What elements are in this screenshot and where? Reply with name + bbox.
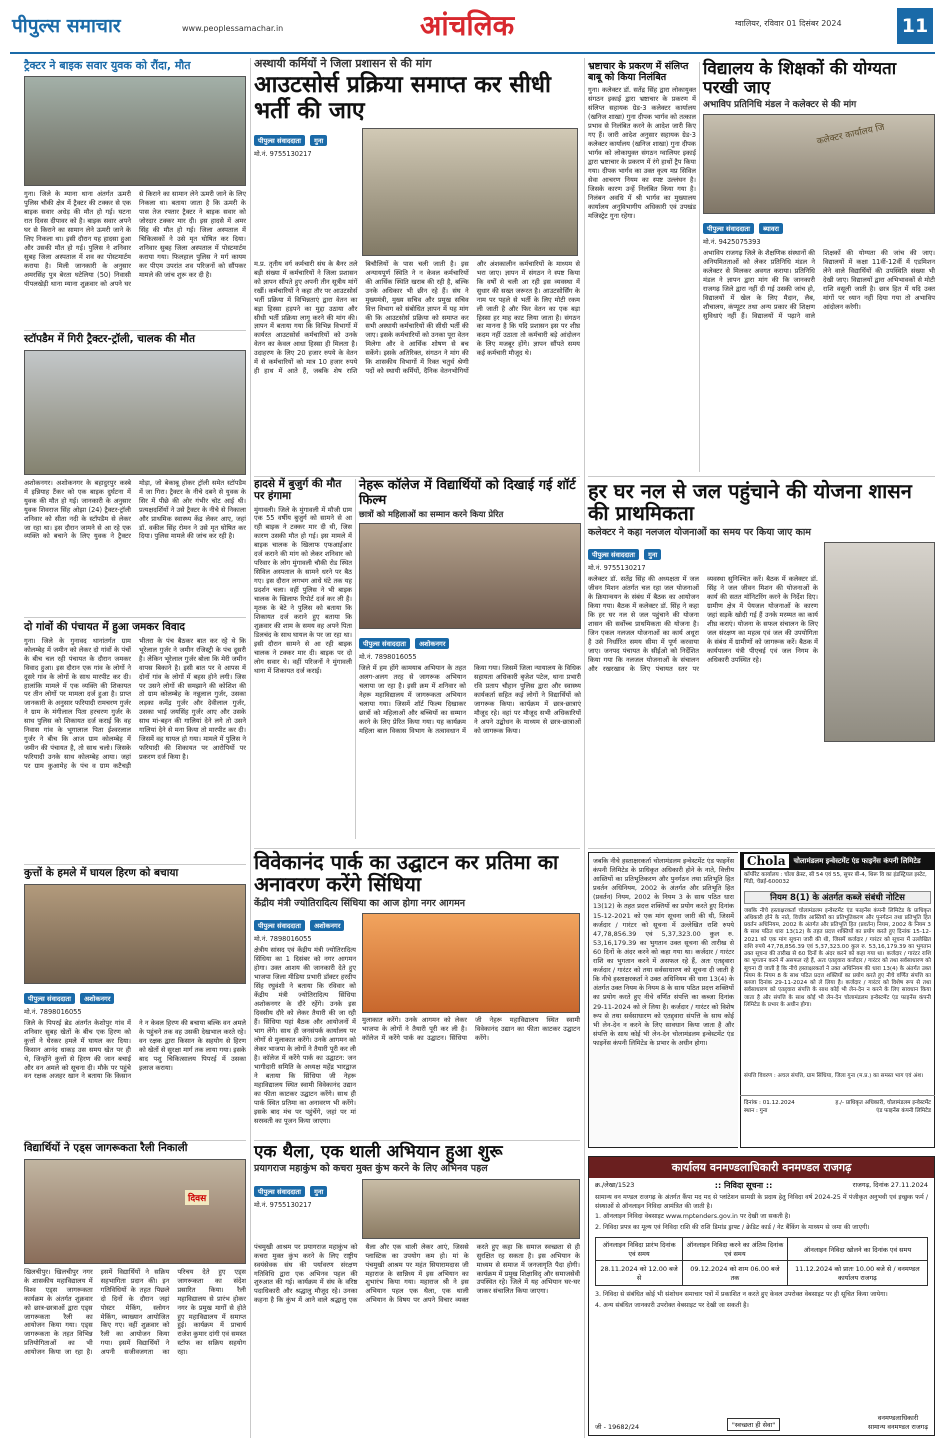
story-body: कलेक्टर डॉ. सतेंद्र सिंह की अध्यक्षता में जल जीवन मिशन अंतर्गत चल रहा जल योजनाओं के क्रियान्वयन के संबंध में बैठक का आयोजन किया गया। बैठक में कलेक्टर डॉ. सिंह ने कहा कि हर घर नल से जल पहुंचाने की योजना शासन की सर्वोच्च प्राथमिकता की योजना है। जिन एकल नलजल योजनाओं का कार्य अधूरा है उसे निर्धारित समय सीमा में पूर्ण करवाया जाए। जनपद पंचायत के सीईओ को निर्देशित किया गया कि नलजल योजनाओं के संचालन और रखरखाव के लिए पंचायत स्तर पर व्यवस्था सुनिश्चित करें। बैठक में कलेक्टर डॉ. सिंह ने जल जीवन मिशन की योजनाओं के कार्य की सतत मॉनिटरिंग करने के निर्देश दिए। ग्रामीण क्षेत्र में पेयजल योजनाओं के कारण जहां सड़कें खोदी गई हैं उनके मरम्मत का कार्य शीघ्र कराएं। योजना के सफल संचालन के लिए जल संरक्षण का महत्व एवं जल की उपयोगिता के संबंध में ग्रामीणों को जागरूक करें। बैठक में कार्यपालन यंत्री पीएचई एवं जल निगम के अधिकारी उपस्थित रहे। [588, 575, 818, 673]
page-number: 11 [897, 8, 933, 44]
story-tractor-bike [24, 60, 246, 325]
byline: पीपुल्स संवाददाता [24, 993, 75, 1004]
forest-point-2: 2. निविदा प्रपत्र का मूल्य एवं निविदा राशि की राशि डिमांड ड्राफ्ट / क्रेडिट कार्ड / नेट बैंकिंग के माध्यम से जमा की जाएगी। [595, 1223, 870, 1231]
masthead [0, 0, 945, 52]
news-photo [24, 884, 246, 984]
chola-notice-frame [588, 852, 738, 1148]
forest-point-1: 1. ऑनलाइन निविदा वेबसाइट www.mptenders.gov.in पर देखी जा सकती है। [595, 1213, 791, 1221]
reporter-mobile: मो.नं. 9755130217 [588, 564, 646, 573]
headline: ट्रैक्टर ने बाइक सवार युवक को रौंदा, मौत [24, 59, 191, 72]
byline-city: अशोकनगर [415, 638, 449, 649]
headline: कुत्तों के हमले में घायल हिरण को बचाया [24, 867, 179, 879]
forest-footer-code: जी - 19682/24 [595, 1423, 640, 1431]
byline-city: अशोकनगर [80, 993, 114, 1004]
forest-point-3: 3. निविदा से संबंधित कोई भी संशोधन समाचार पत्रों में प्रकाशित न करते हुए केवल उपरोक्त वेबसाइट पर ही सूचित किया जायेगा। [595, 1291, 888, 1299]
news-photo [24, 350, 246, 475]
kicker: कलेक्टर ने कहा नलजल योजनाओं का समय पर किया जाए काम [588, 526, 811, 538]
byline: पीपुल्स संवाददाता [359, 638, 410, 649]
forest-tender-notice [588, 1156, 935, 1436]
kicker: अस्थायी कर्मियों ने जिला प्रशासन से की मांग [254, 57, 432, 70]
story-body: क्षेत्रीय सांसद एवं केंद्रीय मंत्री ज्योतिरादित्य सिंधिया का 1 दिसंबर को नगर आगमन होगा। उक्त आशय की जानकारी देते हुए भाजपा जिला मीडिया प्रभारी डॉक्टर हरदीप सिंह रघुवंशी ने बताया कि रविवार को केंद्रीय मंत्री ज्योतिरादित्य सिंधिया अशोकनगर के दौरे रहेंगे। उनके इस दिवसीय दौरे को लेकर तैयारी की जा रही हैं। सिंधिया यहां बैठक और आयोजनों में भाग लेंगे। साथ ही जनसंपर्क कार्यालय पर लोगों से मुलाकात करेंगे। उनके आगमन को लेकर भाजपा के लोगों ने तैयारी पूरी कर ली है। कॉलेज में करेंगे पार्क का उद्घाटन: जन भागीदारी समिति के अध्यक्ष महेंद्र भारद्वाज ने बताया कि सिंधिया जी नेहरू महाविद्यालय स्थित स्वामी विवेकानंद उद्यान का फीता काटकर उद्घाटन करेंगे। साथ ही पार्क स्थित प्रतिमा का अनावरण भी करेंगे। इसके बाद मंच पर पहुंचेंगे, जहां पर मां सरस्वती का पूजन किया जाएगा। [254, 946, 356, 1125]
news-photo [362, 128, 578, 256]
forest-intro: सामान्य वन मण्डल राजगढ़ के अंतर्गत कैंपा मद मद से प्लांटेशन सामग्री के प्रदाय हेतु निविदा वर्ष 2024-25 में पंजीकृत अनुभवी एवं इच्छुक फर्म / संस्थाओं से ऑनलाइन निविदा आमंत्रित की जाती है। [595, 1194, 928, 1210]
story-teachers [703, 60, 935, 472]
news-photo [362, 1179, 580, 1239]
table-cell: 11.12.2024 को प्रातः 10.00 बजे से / वनमण्डल कार्यालय राजगढ़ [787, 1261, 927, 1286]
masthead-rule [10, 52, 935, 54]
section-title: आंचलिक [420, 9, 515, 42]
chola-property-details: संपत्ति विवरण : अचल संपत्ति, ग्राम सिंधिया, जिला गुना (म.प्र.) का समस्त भाग एवं अंश। [744, 1072, 924, 1079]
byline: पीपुल्स संवाददाता [254, 920, 305, 931]
forest-date: राजगढ़, दिनांक 27.11.2024 [852, 1181, 928, 1189]
byline-city: अशोकनगर [310, 920, 344, 931]
news-photo [362, 913, 580, 1013]
news-photo [359, 523, 581, 629]
chola-notice-body: जबकि नीचे हस्ताक्षरकर्ता चोलामंडलम इन्वेस्टमेंट एंड फाइनेंस कंपनी लिमिटेड के प्राधिकृत अधिकारी होने के नाते, वित्तीय आस्तियों का प्रतिभूतिकरण और पुनर्गठन तथा प्रतिभूति हित प्रवर्तन अधिनियम, 2002 के अंतर्गत और प्रतिभूति हित (प्रवर्तन) नियम, 2002 के नियम 3 के साथ पठित धारा 13(12) के तहत प्रदत्त शक्तियों का प्रयोग करते हुए दिनांक 15-12-2021 को एक मांग सूचना जारी की थी, जिसमें कर्जदार / गारंटर को सूचना में उल्लेखित राशि रुपये 47,78,856.39 एवं 5,37,323.00 कुल रु. 53,16,179.39 का भुगतान उक्त सूचना की तारीख से 60 दिनों के अंदर करने को कहा गया था। कर्जदार / गारंटर राशि का भुगतान करने में असफल रहे हैं, अतः एतद्द्वारा कर्जदार / गारंटर को तथा सर्वसाधारण को सूचना दी जाती है कि नीचे हस्ताक्षरकर्ता ने उक्त अधिनियम की धारा 13(4) के अंतर्गत उक्त नियम के नियम 8 के साथ पठित प्रदत्त शक्तियों का प्रयोग करते हुए नीचे वर्णित संपत्ति का कब्जा दिनांक 29-11-2024 को ले लिया है। कर्जदार / गारंटर को विशेष रूप से तथा सर्वसाधारण को एतद्द्वारा संपत्ति के साथ कोई भी लेन-देन न करने के लिए सावधान किया जाता है और संपत्ति के साथ कोई भी लेन-देन चोलामंडलम इन्वेस्टमेंट एंड फाइनेंस कंपनी लिमिटेड के प्रभार के अधीन होगा। [744, 907, 931, 1008]
table-cell: 28.11.2024 को 12.00 बजे से [596, 1261, 683, 1286]
kicker: अभाविप प्रतिनिधि मंडल ने कलेक्टर से की मांग [703, 100, 857, 111]
story-ek-thaila [254, 1143, 580, 1433]
byline: पीपुल्स संवाददाता [588, 549, 639, 560]
reporter-mobile: मो.नं. 7898016055 [254, 935, 312, 944]
chola-signature: ह./- प्राधिकृत अधिकारी, चोलामंडलम इन्वेस्टमेंट एंड फाइनेंस कंपनी लिमिटेड [835, 1099, 931, 1114]
story-body: गुना। कलेक्टर डॉ. सतेंद्र सिंह द्वारा लोकायुक्त संगठन इकाई द्वारा भ्रष्टाचार के प्रकरण में संलिप्त सहायक ग्रेड-3 कलेक्टर कार्यालय (खनिज शाखा) गुना दीपक भार्गव को तत्काल प्रभाव से निलंबित करने के आदेश जारी किए गए हैं। जारी आदेश अनुसार सहायक ग्रेड-3 कलेक्टर कार्यालय (खनिज शाखा) गुना दीपक भार्गव को लोकायुक्त संगठन ग्वालियर इकाई द्वारा भ्रष्टाचार के प्रकरण में रंगे हाथों ट्रैप किया गया। दीपक भार्गव का उक्त कृत्य मप्र सिविल सेवा आचरण नियम का स्पष्ट उल्लंघन है। जिसके कारण उन्हें निलंबित किया गया है। निलंबन अवधि में श्री भार्गव का मुख्यालय कार्यालय अनुविभागीय अधिकारी एवं उपखंड मजिस्ट्रेट गुना रहेगा। [588, 86, 696, 220]
forest-ref-number: क्र./लेखा/1523 [595, 1181, 635, 1189]
byline: पीपुल्स संवाददाता [254, 135, 305, 146]
reporter-mobile: मो.नं. 9425075393 [703, 238, 761, 247]
chola-company-name: चोलामंडलम इन्वेस्टमेंट एंड फाइनेंस कंपनी लिमिटेड [793, 856, 921, 865]
story-body-continued: मुलाकात करेंगे। उनके आगमन को लेकर भाजपा के लोगों ने तैयारी पूरी कर ली है। कॉलेज में करेंगे पार्क का उद्घाटन। सिंधिया जी नेहरू महाविद्यालय स्थित स्वामी विवेकानंद उद्यान का फीता काटकर उद्घाटन करेंगे। [362, 1016, 580, 1043]
story-body: पंचमुखी आश्रम पर प्रयागराज महाकुंभ को कचरा मुक्त कुंभ करने के लिए राष्ट्रीय स्वयंसेवक संघ की पर्यावरण संरक्षण गतिविधि द्वारा एक अभिनव पहल की शुरुआत की गई। कार्यक्रम में संघ के वरिष्ठ पदाधिकारी और श्रद्धालु मौजूद रहे। उनका कहना है कि कुंभ में आने वाले श्रद्धालु एक थैला और एक थाली लेकर आएं, जिससे प्लास्टिक का उपयोग कम हो। मां के पंचमुखी आश्रम पर महंत सियारामदास जी महाराज के सान्निध्य में इस अभियान का शुभारंभ किया गया। महाराज श्री ने इस अभियान पहल एक थैला, एक थाली अभियान के विषय पर अपने विचार व्यक्त करते हुए कहा कि समाज स्वच्छता से ही सुरक्षित रह सकता है। इस अभियान के माध्यम से समाज में जनजागृति पैदा होगी। कार्यक्रम में प्रमुख शिक्षाविद् और समाजसेवी उपस्थित रहे। जिले में यह अभियान घर-घर जाकर संचालित किया जाएगा। [254, 1242, 580, 1305]
reporter-mobile: मो.नं. 7898016055 [24, 1007, 82, 1016]
story-aids-rally [24, 1143, 246, 1433]
headline: भ्रष्टाचार के प्रकरण में संलिप्त बाबू को किया निलंबित [588, 61, 689, 83]
table-header-row [596, 1238, 928, 1261]
headline: एक थैला, एक थाली अभियान हुआ शुरू [254, 1142, 503, 1162]
story-stopdam [24, 334, 246, 610]
news-photo [24, 1159, 246, 1264]
table-cell: 09.12.2024 को शाम 06.00 बजे तक [683, 1261, 788, 1286]
headline: स्टॉपडैम में गिरी ट्रैक्टर-ट्रॉली, चालक की मौत [24, 333, 195, 345]
story-body: जिले के पिपरई ब्रेड अंतर्गत केशोपुर गांव में शनिवार सुबह खेतों के बीच एक हिरण को कुत्तों ने घेरकर हमले में घायल कर दिया। किसान आनंद धाकड़ उस समय खेत पर ही थे, जिन्होंने कुत्तों से हिरण की जान बचाई और वन अमले को सूचना दी। मौके पर पहुंचे वन रक्षक अजहर खान ने बताया कि किसान ने न केवल हिरण की बचाया बल्कि वन अमले के पहुंचने तक वह उसकी देखभाल करते रहे। वन रक्षक द्वारा किसान के सहयोग से हिरण को खेतों से सुरक्षा मार्ग तक लाया गया। इसके बाद पशु चिकित्सालय पिपरई में उसका इलाज कराया। [24, 1018, 246, 1081]
story-body: मुंगावली। जिले के मुंगावली में मौजी ग्राम एक 55 वर्षीय बुजुर्ग को सामने से आ रही बाइक ने टक्कर मार दी थी, जिस कारण उसकी मौत हो गई। इस मामले में बाइक चालक के खिलाफ एफआईआर दर्ज कराने की मांग को लेकर शनिवार को परिवार के लोग मुंगावली चौकी रोड स्थित सिविल अस्पताल के सामने धरने पर बैठ गए। इस दौरान लगभग आधे घंटे तक यह प्रदर्शन चला। वहीं पुलिस ने भी बाइक चालक के खिलाफ रिपोर्ट दर्ज कर ली है। मृतक के बेटे ने पुलिस को बताया कि शिकायत दर्ज कराने हुए बताया कि शुक्रवार की शाम के समय वह अपने पिता डिलचंद के साथ घायल के पर जा रहा था। इसी दौरान सामने से आ रही बाइक चालक ने टक्कर मार दी। बाइक पर दो लोग सवार थे। वहीं परिजनों ने मुंगावली थाना में शिकायत दर्ज कराई। [254, 505, 352, 675]
forest-tender-table [595, 1237, 928, 1286]
reporter-mobile: मो.नं. 9755130217 [254, 1200, 312, 1209]
story-clerk-suspended [588, 62, 696, 472]
website-url[interactable]: www.peoplessamachar.in [182, 24, 284, 33]
masthead-logo: पीपुल्स समाचार [12, 15, 121, 37]
story-elder-death [254, 479, 352, 842]
chola-notice-box [740, 852, 935, 1148]
byline-city: गुना [644, 549, 661, 560]
news-photo [824, 542, 935, 742]
chola-date: दिनांक : 01.12.2024 [744, 1099, 795, 1106]
story-water-scheme [588, 480, 935, 845]
story-panchayat [24, 622, 246, 858]
table-header: ऑनलाइन निविदा खोलने का दिनांक एवं समय [787, 1238, 927, 1261]
byline-city: गुना [310, 135, 327, 146]
story-body: अशोकनगर। अशोकनगर के बहादुरपुर कस्बे में इन्नियाह टैंकर को एक बाइक दुर्घटना में युवक की मौत हो गई। जानकारी के अनुसार युवक शिवराज सिंह ओझा (24) ट्रैक्टर-ट्रॉली शनिवार को सीता नदी के स्टॉपडैम से लेकर जा रहा था। इस दौरान जामने से आ रहे एक व्यक्ति को बचाने के लिए युवक ने ट्रैक्टर मोड़ा, जो बेकाबू होकर ट्रॉली समेत स्टॉपडैम में जा गिरा। ट्रैक्टर के नीचे दबने से युवक के सिर में पीछे की ओर गंभीर चोट आई थी। प्रत्यक्षदर्शियों ने उसे ट्रैक्टर के नीचे से निकाला और प्राथमिक स्वास्थ्य केंद्र लेकर आए, जहां डॉ. वकील सिंह रोमन ने उसे मृत घोषित कर दिया। पुलिस मामले की जांच कर रही है। [24, 478, 246, 541]
headline: दो गांवों की पंचायत में हुआ जमकर विवाद [24, 621, 185, 633]
forest-officer-2: सामान्य वनमण्डल राजगढ़ [867, 1423, 928, 1431]
byline-city: ब्यावरा [759, 223, 783, 234]
headline: नेहरू कॉलेज में विद्यार्थियों को दिखाई गई शॉर्ट फिल्म [359, 478, 576, 508]
chola-office-address: कॉर्पोरेट कार्यालय : चोला क्रेस्ट, सी 54 एवं 55, सुपर बी-4, थिरू वि का इंडस्ट्रियल इस्टेट, गिंडी, चेन्नई-600032 [744, 872, 927, 886]
story-vivekanand-park [254, 851, 580, 1136]
byline: पीपुल्स संवाददाता [703, 223, 754, 234]
table-header: ऑनलाइन निविदा करने का अंतिम दिनांक एवं समय [683, 1238, 788, 1261]
forest-officer: वनमण्डलाधिकारी [877, 1414, 919, 1422]
reporter-mobile: मो.नं. 9755130217 [254, 149, 312, 158]
forest-footer-slogan: "स्वच्छता ही सेवा" [727, 1418, 780, 1431]
news-photo [24, 76, 246, 186]
office-sign: कलेक्टर कार्यालय जि [816, 123, 886, 148]
headline: आउटसोर्स प्रक्रिया समाप्त कर सीधी भर्ती की जाए [254, 71, 551, 125]
headline: हर घर नल से जल पहुंचाने की योजना शासन की प्राथमिकता [588, 479, 912, 526]
story-body: जिले में हम होंगे कामयाब अभियान के तहत अलग-अलग तरह से जागरूक अभियान चलाया जा रहा है। इसी क्रम में शनिवार को नेहरू महाविद्यालय में जागरूकता अभियान चलाया गया। जिसमें शॉर्ट फिल्म दिखाकर छात्रों को महिलाओं और बच्चियों का सम्मान करने के लिए प्रेरित किया गया। यह कार्यक्रम महिला बाल विकास विभाग के तत्वावधान में किया गया। जिसमें जिला न्यायालय के विधिक सहायता अधिकारी बृजेश पटेल, थाना प्रभारी रवि प्रताप चौहान पुलिस द्वारा और स्वास्थ्य कार्यकर्ता सहित कई लोगों ने विद्यार्थियों को जागरूक किया। कार्यक्रम में छात्र-छात्राएं मौजूद रहे। वहां पर मौजूद सभी अधिकारियों ने अपने उद्बोधन के माध्यम से छात्र-छात्राओं को जागरूक किया। [359, 664, 581, 736]
reporter-mobile: मो.नं. 7898016055 [359, 653, 417, 662]
kicker: प्रयागराज महाकुंभ को कचरा मुक्त कुंभ करने के लिए अभिनव पहल [254, 1163, 488, 1175]
chola-logo: Chola [744, 854, 789, 868]
headline: विवेकानंद पार्क का उद्घाटन कर प्रतिमा का अनावरण करेंगे सिंधिया [254, 850, 559, 897]
photo-caption: दिवस [185, 1190, 209, 1205]
table-row [596, 1261, 928, 1286]
chola-notice-title: नियम 8(1) के अंतर्गत कब्जे संबंधी नोटिस [744, 891, 931, 904]
forest-point-4: 4. अन्य संबंधित जानकारी उपरोक्त वेबसाइट पर देखी जा सकती है। [595, 1301, 749, 1309]
kicker: केंद्रीय मंत्री ज्योतिरादित्य सिंधिया का आज होगा नगर आगमन [254, 897, 466, 909]
story-outsource [254, 58, 580, 473]
table-header: ऑनलाइन निविदा प्रारंभ दिनांक एवं समय [596, 1238, 683, 1261]
chola-notice-body-left: जबकि नीचे हस्ताक्षरकर्ता चोलामंडलम इन्वेस्टमेंट एंड फाइनेंस कंपनी लिमिटेड के प्राधिकृत अधिकारी होने के नाते, वित्तीय आस्तियों का प्रतिभूतिकरण और पुनर्गठन तथा प्रतिभूति हित प्रवर्तन अधिनियम, 2002 के अंतर्गत और प्रतिभूति हित (प्रवर्तन) नियम, 2002 के नियम 3 के साथ पठित धारा 13(12) के तहत प्रदत्त शक्तियों का प्रयोग करते हुए दिनांक 15-12-2021 को एक मांग सूचना जारी की थी, जिसमें कर्जदार / गारंटर को सूचना में उल्लेखित राशि रुपये 47,78,856.39 एवं 5,37,323.00 कुल रु. 53,16,179.39 का भुगतान उक्त सूचना की तारीख से 60 दिनों के अंदर करने को कहा गया था। कर्जदार / गारंटर राशि का भुगतान करने में असफल रहे हैं, अतः एतद्द्वारा कर्जदार / गारंटर को तथा सर्वसाधारण को सूचना दी जाती है कि नीचे हस्ताक्षरकर्ता ने उक्त अधिनियम की धारा 13(4) के अंतर्गत उक्त नियम के नियम 8 के साथ पठित प्रदत्त शक्तियों का प्रयोग करते हुए नीचे वर्णित संपत्ति का कब्जा दिनांक 29-11-2024 को ले लिया है। कर्जदार / गारंटर को विशेष रूप से तथा सर्वसाधारण को एतद्द्वारा संपत्ति के साथ कोई भी लेन-देन न करने के लिए सावधान किया जाता है और संपत्ति के साथ कोई भी लेन-देन चोलामंडलम इन्वेस्टमेंट एंड फाइनेंस कंपनी लिमिटेड के प्रभार के अधीन होगा। [593, 857, 734, 1047]
news-photo [703, 114, 935, 214]
kicker: छात्रों को महिलाओं का सम्मान करने किया प्रेरित [359, 509, 504, 520]
chola-place: स्थान : गुना [744, 1107, 768, 1114]
story-body: म.प्र. तृतीय वर्ग कर्मचारी संघ के बैनर तले बड़ी संख्या में कर्मचारियों ने जिला प्रशासन को ज्ञापन सौंपते हुए अपनी तीन सूत्रीय मांगें रखीं। कर्मचारियों ने कहा तौर पर आउटसोर्स भर्ती प्रक्रिया में विभिन्नताएं द्वारा वेतन का बड़ा हिस्सा हड़पने का मुद्दा उठाया और सीधी भर्ती प्रक्रिया लागू करने की मांग की। ज्ञापन में बताया गया कि विभिन्न विभागों में कार्यरत आउटसोर्स कर्मचारियों को उनके वेतन का केवल आधा हिस्सा ही मिलता है। उदाहरण के लिए 20 हजार रुपये के वेतन में से कर्मचारियों को मात्र 10 हजार रुपये ही हाथ में आते हैं, जबकि शेष राशि बिचौलियों के पास चली जाती है। इस अन्यायपूर्ण स्थिति ने न केवल कर्मचारियों की आर्थिक स्थिति खराब की रही है, बल्कि उनके अधिकार भी छीन रहे हैं। संघ ने मुख्यमंत्री, मुख्य सचिव और प्रमुख सचिव वित्त विभाग को संबोधित ज्ञापन में यह मांग की कि आउटसोर्स प्रक्रिया को समाप्त कर सभी अस्थायी कर्मचारियों की सीधी भर्ती की जाए। इसके कर्मचारियों को उनका पूरा वेतन मिलेगा और वे आर्थिक शोषण से बच सकेंगे। इसके अतिरिक्त, संगठन ने मांग की कि शासकीय विभागों में रिक्त चतुर्थ श्रेणी पदों को स्थायी कर्मियों, दैनिक वेतनभोगियों और अंशकालीन कर्मचारियों के माध्यम से भरा जाए। ज्ञापन में संगठन ने स्पष्ट किया कि वर्षों से चली आ रही इस व्यवस्था में सुधार की सख्त जरूरत है। आउटसोर्सिंग के नाम पर पहले से भर्ती के लिए मोटी रकम ली जाती है और फिर वेतन का एक बड़ा हिस्सा हर माह काट लिया जाता है। संगठन का मानना है कि यदि प्रशासन इस पर शीघ्र कदम नहीं उठाता तो कर्मचारी बड़े आंदोलन के लिए मजबूर होंगे। ज्ञापन सौंपते समय कई कर्मचारी मौजूद थे। [254, 259, 580, 376]
forest-office-title: कार्यालय वनमण्डलाधिकारी वनमण्डल राजगढ़ [589, 1157, 934, 1178]
story-deer [24, 868, 246, 1136]
headline: हादसे में बुजुर्ग की मौत पर हंगामा [254, 478, 342, 502]
headline: विद्यालय के शिक्षकों की योग्यता परखी जाए [703, 59, 897, 99]
dateline: ग्वालियर, रविवार 01 दिसंबर 2024 [735, 19, 842, 28]
byline-city: गुना [310, 1186, 327, 1197]
story-nehru-college [359, 479, 581, 842]
story-body: खिलचीपुर। खिलचीपुर नगर के शासकीय महाविद्यालय में विश्व एड्स जागरूकता कार्यक्रम के अंतर्गत शुक्रवार को छात्र-छात्राओं द्वारा एड्स जागरूकता रैली का आयोजन किया गया। एड्स जागरूकता के तहत विभिन्न प्रतियोगिताओं का भी आयोजन किया जा रहा है। इसमें विद्यार्थियों ने सक्रिय सहभागिता प्रदान की। इन गतिविधियों के तहत पिछले दो दिनों के दौरान जहां पोस्टर मेकिंग, स्लोगन मेकिंग, व्याख्यान आयोजित किए गए। वहीं शुक्रवार को रैली का आयोजन किया गया। इसमें विद्यार्थियों ने अपनी सजीवजगता का परिचय देते हुए एड्स जागरूकता का संदेश प्रसारित किया। रैली महाविद्यालय से प्रारंभ होकर नगर के प्रमुख मार्गों से होते हुए महाविद्यालय में समाप्त हुई। कार्यक्रम में प्राचार्य राजेश कुमार दांगी एवं समस्त स्टॉफ का सक्रिय सहयोग रहा। [24, 1267, 246, 1357]
story-body: अभाविप राजगढ़ जिले के शैक्षणिक संस्थानों की अनियमितताओं को लेकर प्रतिनिधि मंडल ने कलेक्टर से मिलकर अवगत कराया। प्रतिनिधि मंडल ने ज्ञापन द्वारा मांग की कि जानकारी राजगढ़ जिले द्वारा नहीं दी गई उसकी जांच हो, विद्यालयों में खेल के लिए मैदान, लैब, शौचालय, कंप्यूटर तथा अन्य प्रकार की शिक्षण सुविधाएं नहीं हैं। विद्यालयों में पढ़ाने वाले शिक्षकों की योग्यता की जांच की जाए। विद्यालयों में कक्षा 11वीं-12वीं में एडमिशन लेने वाले विद्यार्थियों की उपस्थिति संख्या भी देखी जाए। विद्यालयों द्वारा अभिभावकों से मोटी राशि वसूली जाती है। छात्र हित में यदि उक्त मांगों पर ध्यान नहीं दिया गया तो अभाविप आंदोलन करेगी। [703, 249, 935, 320]
story-body: गुना। जिले के गुनावद थानांतर्गत ग्राम कोलम्बेह में जमीन को लेकर दो गांवों के पंचों के बीच चल रही पंचायत के दौरान जमकर विवाद हुआ। इस दौरान एक गांव के लोगों ने दूसरे गांव के लोगों के साथ मारपीट कर दी। हालांकि मामले में एक व्यक्ति की शिकायत पर तीन लोगों पर मामला दर्ज हुआ है। प्राप्त जानकारी के अनुसार फरियादी रामचरण गुर्जर ने ग्राम के मंगीलाल पिता हरचरण गुर्जर के साथ पुलिस को शिकायत दर्ज कराई कि वह निवास गांव के भूगालाल पिता ईश्वरलाल गुर्जर ने बीच कि आज ग्राम कोलम्बेह में जमीन की पंचायत है, तो साथ चलो। जिसके फरियादी उनके साथ कोलम्बेह आया। जहां पर ग्राम कुआमेह के पंच व ग्राम कटैचड़ी भीतरा के पंच बैठकर बात कर रहे थे कि भूरेलाल गुर्जर ने जमीन रजिस्ट्री के पंच दूसरी है। लेकिन भूरेलाल गुर्जर बोला कि मेरी जमीन वापस बिकाने है। इसी बात पर वे आपस में दोनों गांव के लोगों में बहस होने लगी। जिस पर उसने लोगों की समझाने की कोशिश की तो ग्राम कोलम्बेह के नन्नूलाल गुर्जर, उसका लड़का कमेंद्र गुर्जर और देवीलाल गुर्जर, उसका भाई जयसिंह गुर्जर आए और उसके साथ मां-बहन की गालियां देने लगे तो उसने गालियां देने से मना किया तो मारपीट कर दी। जिसमें वह घायल हो गया। मामले में पुलिस ने फरियादी की शिकायत पर आरोपियों पर प्रकरण दर्ज किया है। [24, 636, 246, 771]
story-body: गुना। जिले के म्याना थाना अंतर्गत ऊमरी पुलिस चौकी क्षेत्र में ट्रैक्टर की टक्कर से एक बाइक सवार अधेड़ की मौत हो गई। घटना रात दिवस दीपावर को है। बाइक सवार अपने घर से किराने का सामान लेने ऊमरी जाने के लिए निकला था। इसी दौरान यह हादसा हुआ और उसकी मौत हो गई। पुलिस ने शनिवार सुबह जिला अस्पताल में शव का पोस्टमार्टम कराया है। मिली जानकारी के अनुसार अमरसिंह पुत्र बेरता घटेलिया (50) निवासी पीपलखेड़ी थाना म्याना शुक्रवार को अपने घर से किराने का सामान लेने ऊमरी जाने के लिए निकला था। बताया जाता है कि ऊमरी के पास तेज रफ्तार ट्रैक्टर ने बाइक सवार को जोरदार टक्कर मार दी। इस हादसे में अमर सिंह की मौत हो गई। जिला अस्पताल में चिकित्सकों ने उसे मृत घोषित कर दिया। शनिवार सुबह जिला अस्पताल में पोस्टमार्टम कराया गया। फिलहाल पुलिस ने मर्ग कायम कर पीएम उपरांत शव परिजनों को सौंपकर मामले की जांच शुरू कर दी है। [24, 190, 246, 288]
headline: विद्यार्थियों ने एड्स जागरूकता रैली निकाली [24, 1142, 188, 1154]
byline: पीपुल्स संवाददाता [254, 1186, 305, 1197]
forest-tender-title: :: निविदा सूचना :: [714, 1181, 773, 1190]
